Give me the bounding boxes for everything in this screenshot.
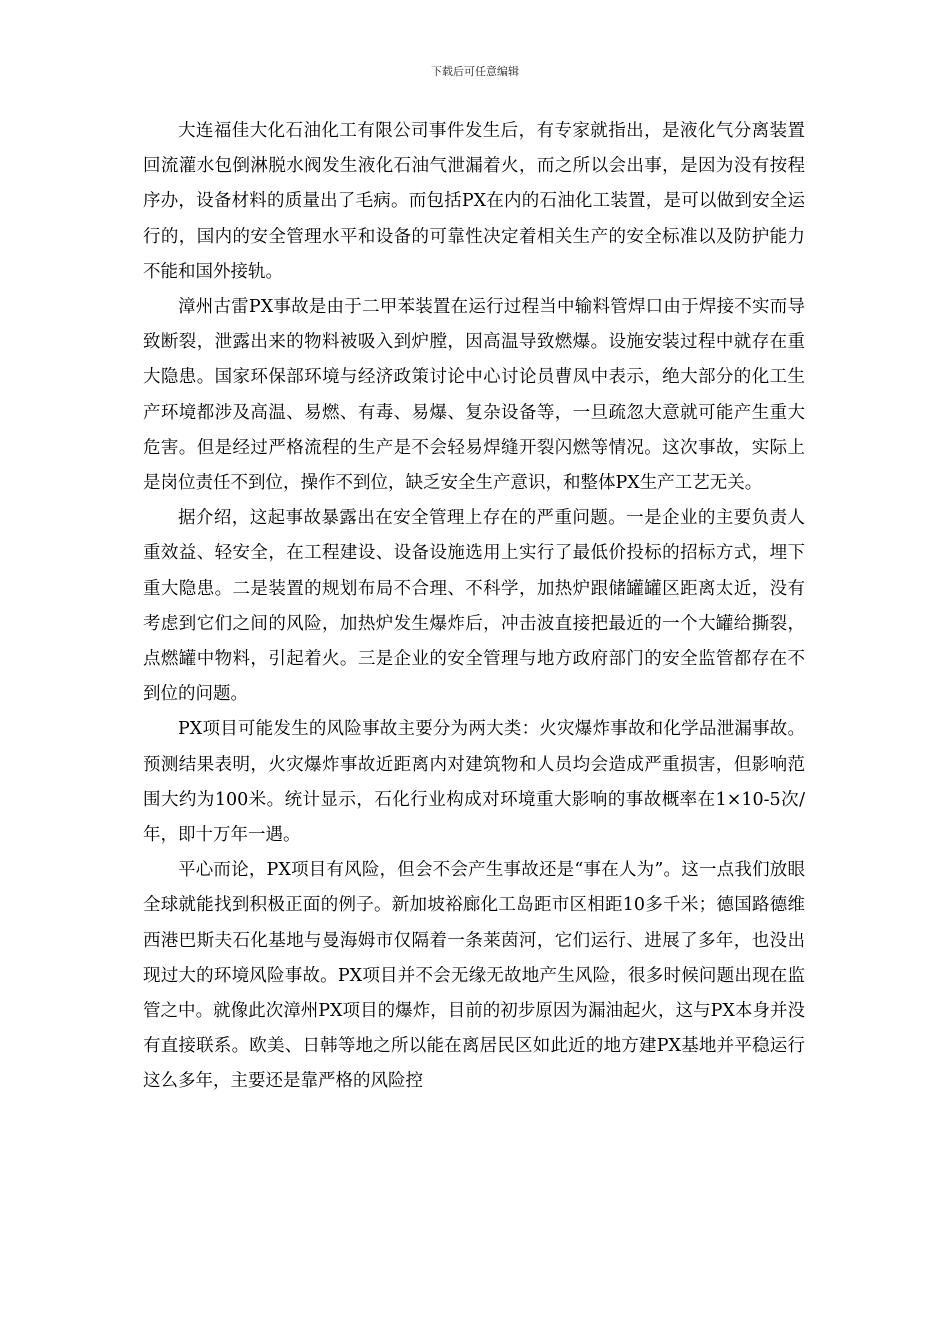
paragraph-dalian-incident: 大连福佳大化石油化工有限公司事件发生后，有专家就指出，是液化气分离装置回流灌水包倒淋脱水阀发生液化石油气泄漏着火，而之所以会出事，是因为没有按程序办，设备材料的质量出了毛病。而包括PX在内的石油化工装置，是可以做到安全运行的，国内的安全管理水平和设备的可靠性决定着相关生产的安全标准以及防护能力不能和国外接轨。: [143, 121, 805, 282]
paragraph-global-examples: 平心而论，PX项目有风险，但会不会产生事故还是“事在人为”。这一点我们放眼全球就能找到积极正面的例子。新加坡裕廊化工岛距市区相距10多千米；德国路德维西港巴斯夫石化基地与曼海姆市仅隔着一条莱茵河，它们运行、进展了多年，也没出现过大的环境风险事故。PX项目并不会无缘无故地产生风险，很多时候问题出现在监管之中。就像此次漳州PX项目的爆炸，目前的初步原因为漏油起火，这与PX本身并没有直接联系。欧美、日韩等地之所以能在离居民区如此近的地方建PX基地并平稳运行这么多年，主要还是靠严格的风险控: [143, 860, 805, 1092]
page-header-note: 下载后可任意编辑: [431, 65, 519, 78]
paragraph-zhangzhou-incident: 漳州古雷PX事故是由于二甲苯装置在运行过程当中输料管焊口由于焊接不实而导致断裂，泄露出来的物料被吸入到炉膛，因高温导致燃爆。设施安装过程中就存在重大隐患。国家环保部环境与经济政策讨论中心讨论员曹凤中表示，绝大部分的化工生产环境都涉及高温、易燃、有毒、易爆、复杂设备等，一旦疏忽大意就可能产生重大危害。但是经过严格流程的生产是不会轻易焊缝开裂闪燃等情况。这次事故，实际上是岗位责任不到位，操作不到位，缺乏安全生产意识，和整体PX生产工艺无关。: [143, 297, 805, 494]
paragraph-risk-categories: PX项目可能发生的风险事故主要分为两大类：火灾爆炸事故和化学品泄漏事故。预测结果表明，火灾爆炸事故近距离内对建筑物和人员均会造成严重损害，但影响范围大约为100米。统计显示，石化行业构成对环境重大影响的事故概率在1×10-5次/年，即十万年一遇。: [143, 719, 805, 846]
document-body: [143, 114, 805, 1100]
paragraph-safety-management-problems: 据介绍，这起事故暴露出在安全管理上存在的严重问题。一是企业的主要负责人重效益、轻安全，在工程建设、设备设施选用上实行了最低价投标的招标方式，埋下重大隐患。二是装置的规划布局不合理、不科学，加热炉跟储罐罐区距离太近，没有考虑到它们之间的风险，加热炉发生爆炸后，冲击波直接把最近的一个大罐给撕裂，点燃罐中物料，引起着火。三是企业的安全管理与地方政府部门的安全监管都存在不到位的问题。: [143, 508, 805, 705]
